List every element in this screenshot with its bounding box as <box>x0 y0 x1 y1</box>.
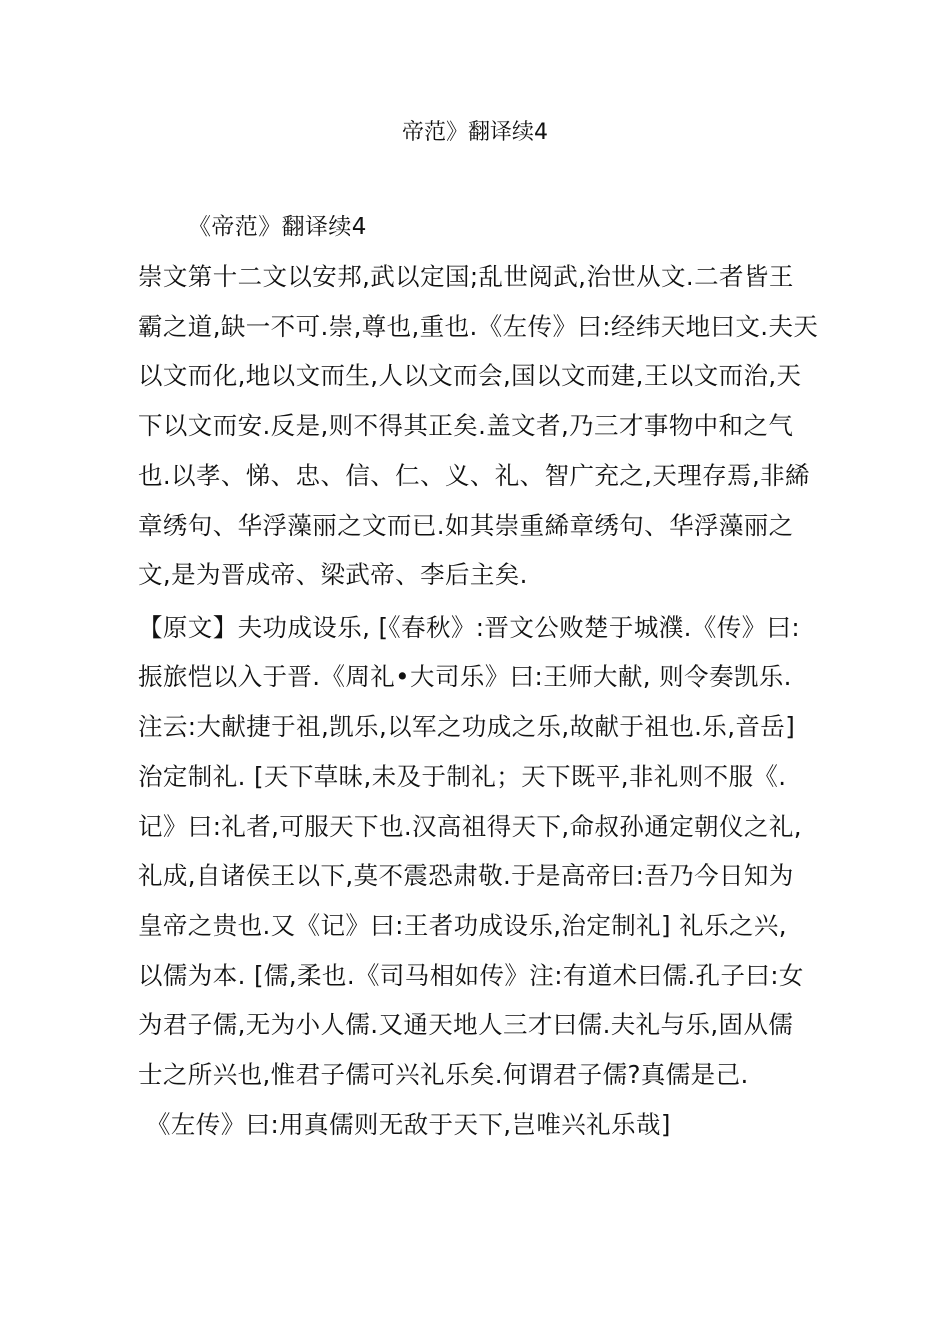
text-line: 以文而化,地以文而生,人以文而会,国以文而建,王以文而治,天 <box>138 361 802 390</box>
text-line: 为君子儒,无为小人儒.又通天地人三才曰儒.夫礼与乐,固从儒 <box>138 1010 794 1039</box>
text-line: 也.以孝、悌、忠、信、仁、义、礼、智广充之,天理存焉,非絺 <box>138 461 810 490</box>
text-line: 下以文而安.反是,则不得其正矣.盖文者,乃三才事物中和之气 <box>138 411 794 440</box>
text-line: 振旅恺以入于晋.《周礼•大司乐》曰:王师大献, 则令奏凯乐. <box>138 662 792 691</box>
text-line: 崇文第十二文以安邦,武以定国;乱世阅武,治世从文.二者皆王 <box>138 262 794 291</box>
text-line: 注云:大献捷于祖,凯乐,以军之功成之乐,故献于祖也.乐,音岳] <box>138 712 796 741</box>
text-line: 章绣句、华浮藻丽之文而已.如其崇重絺章绣句、华浮藻丽之 <box>138 511 794 540</box>
text-line: 皇帝之贵也.又《记》曰:王者功成设乐,治定制礼] 礼乐之兴, <box>138 911 787 940</box>
text-line: 《左传》曰:用真儒则无敌于天下,岂唯兴礼乐哉] <box>146 1110 671 1139</box>
text-line: 礼成,自诸侯王以下,莫不震恐肃敬.于是高帝曰:吾乃今日知为 <box>138 861 794 890</box>
text-line: 文,是为晋成帝、梁武帝、李后主矣. <box>138 560 528 589</box>
text-line: 霸之道,缺一不可.崇,尊也,重也.《左传》曰:经纬天地曰文.夫天 <box>138 312 819 341</box>
document-title: 帝范》翻译续4 <box>402 120 548 145</box>
text-line: 治定制礼. [天下草昧,未及于制礼；天下既平,非礼则不服《. <box>138 762 787 791</box>
text-line: 记》曰:礼者,可服天下也.汉高祖得天下,命叔孙通定朝仪之礼, <box>138 812 802 841</box>
text-line: 【原文】夫功成设乐, [《春秋》:晋文公败楚于城濮.《传》曰: <box>138 613 801 642</box>
document-subtitle: 《帝范》翻译续4 <box>188 214 367 240</box>
text-line: 以儒为本. [儒,柔也.《司马相如传》注:有道术曰儒.孔子曰:女 <box>138 961 804 990</box>
text-line: 士之所兴也,惟君子儒可兴礼乐矣.何谓君子儒?真儒是己. <box>138 1060 749 1089</box>
